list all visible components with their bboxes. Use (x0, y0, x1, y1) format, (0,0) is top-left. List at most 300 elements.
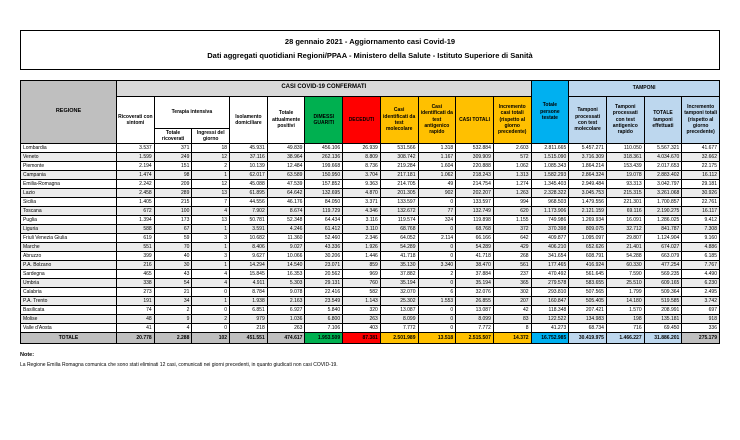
table-cell: 69.116 (606, 207, 644, 216)
table-cell: 4 (192, 279, 230, 288)
table-cell: 202.207 (456, 189, 494, 198)
table-cell: 23.071 (305, 261, 343, 270)
table-cell: 3.261.068 (644, 189, 682, 198)
table-cell: 25.302 (380, 297, 418, 306)
table-cell: 47.539 (267, 180, 305, 189)
table-cell: 68.768 (380, 225, 418, 234)
table-cell: 7.772 (380, 324, 418, 333)
table-cell: 308.742 (380, 153, 418, 162)
table-cell: 23.549 (305, 297, 343, 306)
table-cell: 859 (343, 261, 381, 270)
table-cell: 40 (154, 252, 192, 261)
table-cell: 52.460 (305, 234, 343, 243)
table-row (21, 144, 720, 153)
notes-label: Note: (20, 352, 35, 358)
table-cell: 2.949.484 (569, 180, 607, 189)
table-cell: 32.712 (606, 225, 644, 234)
table-cell: 968.503 (531, 198, 569, 207)
table-cell: 477.254 (644, 261, 682, 270)
covid-data-table (20, 80, 720, 345)
table-cell: 8 (493, 324, 531, 333)
table-cell: 43.336 (305, 243, 343, 252)
table-cell: 6.185 (682, 252, 720, 261)
table-cell: 70 (154, 243, 192, 252)
table-cell: 9.363 (343, 180, 381, 189)
region-name: P.A. Trento (21, 297, 117, 306)
table-cell: 54 (154, 279, 192, 288)
table-cell: 2.190.275 (644, 207, 682, 216)
table-cell: 1.085.343 (531, 162, 569, 171)
table-cell: 44.556 (230, 198, 268, 207)
total-cell: 31.886.201 (644, 333, 682, 344)
table-cell: 2 (154, 306, 192, 315)
table-cell: 15.845 (230, 270, 268, 279)
region-name: Toscana (21, 207, 117, 216)
table-cell: 1.173.906 (531, 207, 569, 216)
table-cell: 20.562 (305, 270, 343, 279)
table-row (21, 216, 720, 225)
region-name: Basilicata (21, 306, 117, 315)
table-cell: 716 (606, 324, 644, 333)
table-cell: 38.964 (267, 153, 305, 162)
table-cell: 216 (117, 261, 155, 270)
table-cell: 132.695 (305, 189, 343, 198)
table-cell: 64.052 (380, 234, 418, 243)
table-cell: 0 (418, 324, 456, 333)
table-cell: 153.439 (606, 162, 644, 171)
table-cell: 54.288 (606, 252, 644, 261)
table-cell: 41.718 (380, 252, 418, 261)
table-cell: 1.926 (343, 243, 381, 252)
table-cell: 2.017.653 (644, 162, 682, 171)
table-cell: 663.079 (644, 252, 682, 261)
table-cell: 9.160 (682, 234, 720, 243)
table-cell: 1.582.293 (531, 171, 569, 180)
table-cell: 119.729 (305, 207, 343, 216)
table-cell: 1.604 (418, 162, 456, 171)
table-cell: 218 (230, 324, 268, 333)
col-header-tamponi-antigenico: Tamponi processati con test antigenico rapido (606, 96, 644, 144)
table-cell: 320 (343, 306, 381, 315)
table-cell: 218.243 (456, 171, 494, 180)
table-cell: 46.176 (267, 198, 305, 207)
table-cell: 519.585 (644, 297, 682, 306)
table-cell: 11.360 (267, 234, 305, 243)
table-cell: 2.242 (117, 180, 155, 189)
table-cell: 3 (192, 234, 230, 243)
table-cell: 3.340 (418, 261, 456, 270)
table-cell: 16.353 (267, 270, 305, 279)
table-cell: 8.809 (343, 153, 381, 162)
region-name: Friuli Venezia Giulia (21, 234, 117, 243)
table-cell: 268 (493, 252, 531, 261)
table-cell: 9.412 (682, 216, 720, 225)
table-row (21, 225, 720, 234)
table-row (21, 315, 720, 324)
table-cell: 207 (493, 297, 531, 306)
table-cell: 49.839 (267, 144, 305, 153)
table-cell: 583.655 (569, 279, 607, 288)
total-cell: 1.466.227 (606, 333, 644, 344)
table-cell: 4.490 (682, 270, 720, 279)
col-header-ricoverati: Ricoverati con sintomi (117, 96, 155, 144)
table-cell: 1.474 (117, 171, 155, 180)
table-cell: 14.180 (606, 297, 644, 306)
col-header-terapia-intensiva: Terapia intensiva (154, 96, 229, 128)
table-cell: 221.301 (606, 198, 644, 207)
table-cell: 13.087 (380, 306, 418, 315)
table-cell: 118.348 (531, 306, 569, 315)
table-cell: 672 (117, 207, 155, 216)
table-cell: 8.099 (456, 315, 494, 324)
table-cell: 4.346 (343, 207, 381, 216)
region-name: Emilia-Romagna (21, 180, 117, 189)
table-cell: 4 (192, 207, 230, 216)
table-cell: 22.761 (682, 198, 720, 207)
table-cell: 902 (418, 189, 456, 198)
table-cell: 7.902 (230, 207, 268, 216)
table-cell: 132.672 (380, 207, 418, 216)
table-cell: 13.087 (456, 306, 494, 315)
table-cell: 7.590 (606, 270, 644, 279)
table-cell: 69.450 (644, 324, 682, 333)
table-cell: 67 (154, 225, 192, 234)
col-header-tamponi-molecolare: Tamponi processati con test molecolare (569, 96, 607, 144)
table-cell: 1.036 (267, 315, 305, 324)
table-cell: 4.246 (267, 225, 305, 234)
table-cell: 262.136 (305, 153, 343, 162)
table-cell: 3.704 (343, 171, 381, 180)
table-cell: 160.847 (531, 297, 569, 306)
region-name: P.A. Bolzano (21, 261, 117, 270)
region-name: Umbria (21, 279, 117, 288)
table-cell: 22.416 (305, 288, 343, 297)
table-cell: 674.027 (644, 243, 682, 252)
table-row (21, 171, 720, 180)
table-cell: 64.642 (267, 189, 305, 198)
table-row (21, 207, 720, 216)
table-cell: 18 (192, 144, 230, 153)
table-cell: 77 (418, 207, 456, 216)
table-cell: 2 (192, 315, 230, 324)
table-cell: 45.931 (230, 144, 268, 153)
table-cell: 336 (682, 324, 720, 333)
table-cell: 372 (493, 225, 531, 234)
table-row (21, 270, 720, 279)
table-cell: 1.570 (606, 306, 644, 315)
table-cell: 1.155 (493, 216, 531, 225)
table-cell: 215.315 (606, 189, 644, 198)
table-cell: 135.181 (644, 315, 682, 324)
table-cell: 608.791 (569, 252, 607, 261)
table-row (21, 189, 720, 198)
table-cell: 4.886 (682, 243, 720, 252)
table-cell: 74 (117, 306, 155, 315)
table-row (21, 297, 720, 306)
table-cell: 465 (117, 270, 155, 279)
table-cell: 429 (493, 243, 531, 252)
total-cell: 275.179 (682, 333, 720, 344)
table-cell: 7.767 (682, 261, 720, 270)
table-cell: 2 (192, 162, 230, 171)
table-cell: 59 (154, 234, 192, 243)
table-cell: 1.263 (493, 189, 531, 198)
table-cell: 8.099 (380, 315, 418, 324)
table-cell: 3.045.753 (569, 189, 607, 198)
table-cell: 1 (192, 225, 230, 234)
table-cell: 217.181 (380, 171, 418, 180)
table-cell: 3.742 (682, 297, 720, 306)
table-cell: 3.110 (343, 225, 381, 234)
table-cell: 32.076 (456, 288, 494, 297)
table-cell: 1 (192, 261, 230, 270)
total-cell: 102 (192, 333, 230, 344)
table-cell: 207.421 (569, 306, 607, 315)
table-cell: 1.167 (418, 153, 456, 162)
table-cell: 52.348 (267, 216, 305, 225)
table-cell: 32.662 (682, 153, 720, 162)
table-cell: 134.983 (569, 315, 607, 324)
table-cell: 7.772 (456, 324, 494, 333)
table-cell: 42 (493, 306, 531, 315)
table-cell: 2.114 (418, 234, 456, 243)
table-cell: 1.318 (418, 144, 456, 153)
table-cell: 4.034.670 (644, 153, 682, 162)
table-cell: 4.911 (230, 279, 268, 288)
table-cell: 0 (418, 198, 456, 207)
table-cell: 1.062 (493, 162, 531, 171)
table-cell: 64.434 (305, 216, 343, 225)
table-cell: 2.811.665 (531, 144, 569, 153)
table-cell: 219.284 (380, 162, 418, 171)
table-cell: 371 (154, 144, 192, 153)
table-cell: 509.364 (644, 288, 682, 297)
table-cell: 30 (154, 261, 192, 270)
table-cell: 2.603 (493, 144, 531, 153)
table-cell: 84.050 (305, 198, 343, 207)
table-cell: 29.181 (682, 180, 720, 189)
table-cell: 652.626 (569, 243, 607, 252)
col-header-deceduti: DECEDUTI (343, 96, 381, 144)
table-body (21, 144, 720, 344)
table-cell: 0 (192, 306, 230, 315)
region-name: Liguria (21, 225, 117, 234)
table-cell: 37.116 (230, 153, 268, 162)
table-cell: 41.273 (531, 324, 569, 333)
table-cell: 14.294 (230, 261, 268, 270)
table-cell: 0 (418, 225, 456, 234)
table-cell: 403 (343, 324, 381, 333)
table-cell: 41 (117, 324, 155, 333)
table-cell: 35.130 (380, 261, 418, 270)
table-cell: 151 (154, 162, 192, 171)
table-cell: 0 (418, 243, 456, 252)
table-cell: 12.484 (267, 162, 305, 171)
table-cell: 150.950 (305, 171, 343, 180)
table-cell: 3.591 (230, 225, 268, 234)
table-cell: 532.884 (456, 144, 494, 153)
table-cell: 34 (154, 297, 192, 306)
region-name: Sardegna (21, 270, 117, 279)
table-cell: 5.840 (305, 306, 343, 315)
table-cell: 32.070 (380, 288, 418, 297)
table-row (21, 162, 720, 171)
table-cell: 16.112 (682, 171, 720, 180)
table-cell: 697 (682, 306, 720, 315)
table-cell: 642 (493, 234, 531, 243)
table-row (21, 180, 720, 189)
table-cell: 209 (154, 180, 192, 189)
table-cell: 365 (493, 279, 531, 288)
table-cell: 6.230 (682, 279, 720, 288)
table-row (21, 198, 720, 207)
table-cell: 199.668 (305, 162, 343, 171)
table-cell: 38.470 (456, 261, 494, 270)
table-cell: 1.938 (230, 297, 268, 306)
table-cell: 43 (154, 270, 192, 279)
region-name: Campania (21, 171, 117, 180)
total-cell: 16.752.985 (531, 333, 569, 344)
table-cell: 1.479.556 (569, 198, 607, 207)
table-cell: 177.465 (531, 261, 569, 270)
table-cell: 198 (606, 315, 644, 324)
table-cell: 100 (154, 207, 192, 216)
table-cell: 133.597 (380, 198, 418, 207)
total-cell: 2.501.989 (380, 333, 418, 344)
table-cell: 609.165 (644, 279, 682, 288)
table-cell: 191 (117, 297, 155, 306)
table-cell: 841.787 (644, 225, 682, 234)
table-row (21, 243, 720, 252)
table-cell: 588 (117, 225, 155, 234)
table-cell: 9.627 (230, 252, 268, 261)
table-cell: 416.924 (569, 261, 607, 270)
table-cell: 341.654 (531, 252, 569, 261)
table-cell: 619 (117, 234, 155, 243)
table-cell: 918 (682, 315, 720, 324)
table-cell: 10.066 (267, 252, 305, 261)
table-cell: 2 (418, 270, 456, 279)
total-cell: 87.381 (343, 333, 381, 344)
table-cell: 507.565 (569, 288, 607, 297)
table-cell: 1.599 (117, 153, 155, 162)
table-cell: 41.718 (456, 252, 494, 261)
table-cell: 132.749 (456, 207, 494, 216)
note-emilia-romagna: La Regione Emilia Romagna comunica che sono stati eliminati 12 casi, comunicati nei giorni precedenti, in quanto giudicati non casi COVID-19. (20, 362, 338, 368)
table-cell: 30.926 (682, 189, 720, 198)
table-cell: 1 (192, 297, 230, 306)
table-cell: 37.882 (380, 270, 418, 279)
table-cell: 6.800 (305, 315, 343, 324)
table-cell: 293.810 (531, 288, 569, 297)
table-cell: 21.401 (606, 243, 644, 252)
table-cell: 1.062 (418, 171, 456, 180)
total-cell: 2.288 (154, 333, 192, 344)
table-cell: 6.851 (230, 306, 268, 315)
col-header-regione: REGIONE (21, 80, 117, 144)
table-cell: 26.855 (456, 297, 494, 306)
total-row (21, 333, 720, 344)
table-cell: 6.927 (267, 306, 305, 315)
region-name: Sicilia (21, 198, 117, 207)
table-row (21, 306, 720, 315)
col-header-dimessi-guariti: DIMESSI GUARITI (305, 96, 343, 144)
table-cell: 8.736 (343, 162, 381, 171)
table-cell: 0 (418, 252, 456, 261)
region-name: Abruzzo (21, 252, 117, 261)
table-cell: 9 (154, 315, 192, 324)
total-cell: 14.372 (493, 333, 531, 344)
table-cell: 2.163 (267, 297, 305, 306)
table-cell: 61.895 (230, 189, 268, 198)
total-cell: 474.617 (267, 333, 305, 344)
table-cell: 1.405 (117, 198, 155, 207)
table-row (21, 261, 720, 270)
table-cell: 249 (154, 153, 192, 162)
table-cell: 215 (154, 198, 192, 207)
table-cell: 61.412 (305, 225, 343, 234)
table-cell: 1.143 (343, 297, 381, 306)
table-cell: 122.522 (531, 315, 569, 324)
table-cell: 2.346 (343, 234, 381, 243)
table-cell: 29.131 (305, 279, 343, 288)
table-cell: 263 (267, 324, 305, 333)
table-cell: 1.274 (493, 180, 531, 189)
table-cell: 214.705 (380, 180, 418, 189)
table-cell: 119.574 (380, 216, 418, 225)
region-name: Valle d'Aosta (21, 324, 117, 333)
table-row (21, 234, 720, 243)
table-cell: 5.457.271 (569, 144, 607, 153)
table-cell: 531.566 (380, 144, 418, 153)
table-cell: 1.095.097 (569, 234, 607, 243)
table-cell: 41.677 (682, 144, 720, 153)
table-cell: 5.303 (267, 279, 305, 288)
table-cell: 2.495 (682, 288, 720, 297)
region-name: Marche (21, 243, 117, 252)
table-cell: 45.088 (230, 180, 268, 189)
table-cell: 13 (192, 189, 230, 198)
col-header-incremento-casi: Incremento casi totali (rispetto al giorno precedente) (493, 96, 531, 144)
table-cell: 289 (154, 189, 192, 198)
table-cell: 7.308 (682, 225, 720, 234)
table-cell: 1 (192, 243, 230, 252)
table-cell: 338 (117, 279, 155, 288)
table-cell: 1.799 (606, 288, 644, 297)
table-cell: 561 (493, 261, 531, 270)
table-cell: 173 (154, 216, 192, 225)
table-cell: 83 (493, 315, 531, 324)
table-cell: 1.553 (418, 297, 456, 306)
region-name: Veneto (21, 153, 117, 162)
table-cell: 1.286.025 (644, 216, 682, 225)
table-cell: 2.458 (117, 189, 155, 198)
table-cell: 1.269.934 (569, 216, 607, 225)
table-cell: 979 (230, 315, 268, 324)
table-cell: 302 (493, 288, 531, 297)
table-cell: 63.589 (267, 171, 305, 180)
notes (20, 352, 720, 368)
table-cell: 318.361 (606, 153, 644, 162)
table-cell: 263 (343, 315, 381, 324)
col-header-casi-totali: CASI TOTALI (456, 96, 494, 144)
col-header-attualmente-positivi: Totale attualmente positivi (267, 96, 305, 144)
table-cell: 54.289 (380, 243, 418, 252)
table-cell: 26.939 (343, 144, 381, 153)
table-cell: 0 (418, 315, 456, 324)
table-cell: 273 (117, 288, 155, 297)
table-cell: 9.027 (267, 243, 305, 252)
